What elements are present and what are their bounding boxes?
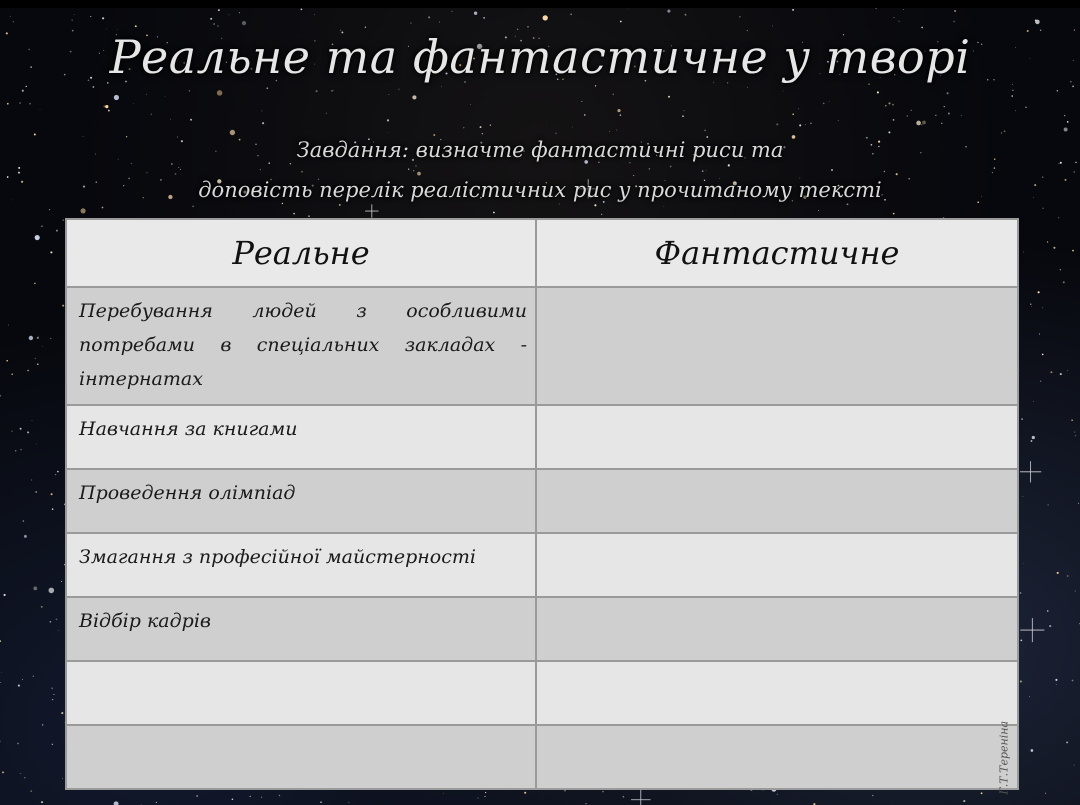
star: [1029, 696, 1030, 697]
star: [613, 94, 614, 95]
star: [151, 114, 152, 115]
star: [210, 18, 212, 20]
star: [189, 90, 191, 92]
star: [1060, 269, 1061, 270]
star: [893, 119, 895, 121]
star: [620, 114, 622, 116]
star: [293, 213, 295, 215]
star: [0, 395, 1, 397]
star: [22, 679, 23, 680]
star: [1060, 373, 1062, 375]
star: [29, 336, 33, 340]
star: [451, 11, 452, 12]
star: [90, 16, 91, 17]
task-instructions: [0, 130, 1080, 210]
star: [947, 92, 949, 94]
star: [62, 778, 63, 779]
cell-real[interactable]: [66, 287, 536, 405]
star: [1012, 90, 1013, 91]
table-row: [66, 597, 1018, 661]
star: [1033, 401, 1034, 402]
star: [1072, 250, 1074, 252]
star: [316, 90, 318, 92]
star: [792, 113, 794, 115]
star: [916, 121, 921, 126]
star: [190, 119, 192, 121]
cell-real[interactable]: [66, 661, 536, 725]
star: [239, 12, 240, 13]
star: [74, 14, 75, 15]
star: [439, 21, 440, 22]
star: [617, 109, 620, 112]
star: [72, 20, 73, 21]
star: [331, 90, 332, 91]
star: [1023, 563, 1024, 564]
cell-real[interactable]: [66, 405, 536, 469]
star: [50, 251, 52, 253]
cell-real[interactable]: [66, 597, 536, 661]
star: [58, 630, 59, 631]
star: [36, 444, 37, 445]
star: [35, 358, 36, 359]
star: [941, 123, 942, 124]
table-header-row: [66, 219, 1018, 287]
star: [62, 305, 64, 307]
star: [1025, 107, 1026, 108]
cell-fantastic[interactable]: [536, 533, 1018, 597]
star: [1057, 572, 1059, 574]
star: [10, 16, 11, 17]
star: [584, 114, 585, 115]
table-row: [66, 725, 1018, 789]
star: [772, 26, 773, 27]
star: [585, 803, 586, 804]
star: [102, 17, 104, 19]
star: [31, 480, 32, 481]
star: [1032, 436, 1035, 439]
star: [1012, 84, 1013, 85]
star: [2, 771, 4, 773]
star: [620, 21, 622, 23]
star: [899, 21, 900, 22]
star: [0, 741, 1, 742]
star: [428, 16, 430, 18]
star: [783, 91, 784, 92]
star: [570, 14, 571, 15]
star: [1, 672, 2, 673]
star: [320, 801, 322, 803]
star: [1071, 419, 1072, 420]
star: [308, 215, 310, 217]
star: [581, 101, 582, 102]
star: [892, 104, 894, 106]
cell-fantastic-text: [537, 534, 1017, 540]
star: [217, 25, 218, 26]
star: [213, 23, 215, 25]
star: [1067, 370, 1068, 371]
star: [32, 420, 33, 421]
star: [893, 213, 895, 215]
sparkle: [1020, 618, 1044, 642]
star: [1063, 281, 1065, 283]
star: [52, 744, 53, 745]
star: [1053, 247, 1055, 249]
star: [944, 106, 945, 107]
cell-fantastic-text: [537, 662, 1017, 668]
star: [165, 96, 166, 97]
star: [8, 325, 9, 326]
star: [50, 338, 51, 339]
cell-fantastic[interactable]: [536, 287, 1018, 405]
star: [365, 27, 366, 28]
star: [170, 119, 171, 120]
star: [6, 360, 8, 362]
star: [242, 21, 246, 25]
star: [818, 210, 819, 211]
star: [1047, 241, 1048, 242]
star: [474, 12, 477, 15]
star: [1035, 20, 1040, 25]
star: [1030, 304, 1031, 305]
star: [7, 103, 9, 105]
star: [40, 109, 41, 110]
star: [63, 219, 64, 220]
star: [35, 491, 37, 493]
star: [412, 95, 416, 99]
star: [114, 95, 119, 100]
star: [348, 802, 349, 803]
star: [52, 508, 54, 510]
cell-fantastic[interactable]: [536, 661, 1018, 725]
star: [37, 337, 39, 339]
star: [1031, 440, 1033, 442]
star: [1067, 121, 1069, 123]
star: [26, 86, 27, 87]
star: [105, 105, 108, 108]
star: [33, 676, 34, 677]
cell-fantastic-text: [537, 470, 1017, 476]
star: [11, 431, 12, 432]
star: [262, 122, 264, 124]
star: [1040, 380, 1041, 381]
star: [1045, 793, 1046, 794]
star: [1078, 503, 1079, 504]
cell-fantastic-text: [537, 598, 1017, 604]
star: [1039, 333, 1040, 334]
star: [50, 621, 52, 623]
star: [1064, 115, 1065, 116]
star: [963, 800, 965, 802]
star: [41, 801, 43, 803]
star: [1023, 496, 1024, 497]
table-row: [66, 287, 1018, 405]
star: [20, 428, 22, 430]
star: [1038, 291, 1040, 293]
cell-real-text: Відбір кадрів: [79, 610, 211, 632]
star: [19, 102, 21, 104]
star: [20, 773, 21, 774]
star: [1042, 307, 1043, 308]
cell-real-text: Перебування людей з особливими потребами в спеціальних закладах - інтернатах: [79, 300, 527, 390]
star: [35, 235, 40, 240]
table-row: [66, 661, 1018, 725]
star: [1056, 684, 1057, 685]
star: [57, 471, 59, 473]
cell-fantastic[interactable]: [536, 597, 1018, 661]
star: [480, 126, 482, 128]
top-band: [0, 0, 1080, 8]
star: [52, 699, 53, 700]
header-real: Реальне: [66, 219, 536, 287]
author-signature: [990, 700, 1016, 800]
star: [42, 346, 43, 347]
star: [470, 104, 471, 105]
cell-real-text: Навчання за книгами: [79, 418, 298, 440]
star: [33, 587, 37, 591]
star: [1023, 252, 1024, 253]
cell-real[interactable]: [66, 725, 536, 789]
star: [810, 122, 812, 124]
star: [739, 16, 740, 17]
star: [22, 90, 24, 92]
star: [829, 101, 830, 102]
star: [13, 21, 14, 22]
star: [747, 87, 748, 88]
star: [41, 606, 43, 608]
star: [326, 113, 327, 114]
star: [906, 115, 908, 117]
star: [1020, 680, 1022, 682]
cell-real-text: Змагання з професійної майстерності: [79, 546, 476, 568]
star: [685, 14, 687, 16]
star: [218, 9, 220, 11]
star: [133, 103, 134, 104]
star: [543, 15, 548, 20]
star: [37, 363, 39, 365]
star: [23, 520, 25, 522]
star: [314, 14, 315, 15]
star: [572, 127, 573, 128]
star: [1049, 625, 1051, 627]
star: [1055, 679, 1057, 681]
star: [30, 790, 32, 792]
cell-real-text: [67, 662, 535, 668]
star: [921, 124, 922, 125]
cell-fantastic-text: [537, 288, 1017, 294]
star: [776, 123, 778, 125]
star: [877, 91, 879, 93]
star: [146, 94, 147, 95]
star: [410, 23, 411, 24]
star: [1075, 435, 1076, 436]
star: [1047, 610, 1048, 611]
star: [55, 474, 56, 475]
star: [38, 336, 39, 337]
star: [527, 26, 529, 28]
star: [683, 110, 684, 111]
star: [948, 113, 950, 115]
star: [56, 619, 58, 621]
star: [53, 694, 54, 695]
cell-real-text: [67, 726, 535, 732]
star: [34, 283, 36, 285]
cell-fantastic[interactable]: [536, 405, 1018, 469]
star: [823, 103, 825, 105]
star: [601, 214, 602, 215]
star: [24, 535, 27, 538]
star: [24, 777, 25, 778]
cell-fantastic[interactable]: [536, 469, 1018, 533]
star: [894, 17, 895, 18]
star: [103, 105, 105, 107]
star: [1072, 680, 1074, 682]
star: [1020, 640, 1022, 642]
star: [667, 10, 670, 13]
star: [0, 640, 1, 642]
star: [1015, 110, 1016, 111]
star: [156, 802, 157, 803]
star: [682, 115, 684, 117]
star: [398, 89, 399, 90]
star: [1020, 592, 1022, 594]
star: [389, 94, 390, 95]
star: [61, 712, 63, 714]
star: [954, 10, 956, 12]
star: [1011, 95, 1013, 97]
star: [4, 594, 6, 596]
star: [61, 581, 62, 582]
star: [911, 110, 912, 111]
star: [17, 743, 19, 745]
star: [1031, 306, 1032, 307]
star: [441, 86, 442, 87]
star: [798, 109, 799, 110]
star: [49, 588, 55, 594]
star: [51, 493, 53, 495]
star: [334, 90, 335, 91]
cell-real[interactable]: [66, 533, 536, 597]
star: [805, 124, 806, 125]
star: [27, 370, 29, 372]
star: [1057, 90, 1059, 92]
star: [1074, 765, 1075, 766]
author-signature-text: Г.Т.Тереніна: [997, 720, 1011, 795]
star: [483, 17, 485, 19]
star: [493, 212, 495, 214]
star: [1067, 575, 1068, 576]
star: [41, 226, 42, 227]
star: [463, 127, 464, 128]
star: [1074, 432, 1075, 433]
comparison-table: [65, 218, 1017, 800]
star: [799, 124, 801, 126]
table-row: [66, 533, 1018, 597]
star: [1072, 86, 1074, 88]
star: [885, 105, 887, 107]
star: [921, 27, 922, 28]
task-line-1: Завдання: визначте фантастичні риси та: [296, 138, 784, 162]
star: [792, 9, 794, 11]
star: [15, 450, 16, 451]
cell-real[interactable]: [66, 469, 536, 533]
star: [935, 115, 936, 116]
task-line-2: доповість перелік реалістичних рис у прочитаному тексті: [198, 178, 882, 202]
star: [1048, 504, 1049, 505]
star: [108, 110, 110, 112]
star: [217, 90, 223, 96]
star: [668, 96, 670, 98]
sparkle: [1020, 461, 1041, 482]
star: [229, 15, 230, 16]
star: [1058, 217, 1059, 218]
header-fantastic: Фантастичне: [536, 219, 1018, 287]
star: [922, 121, 926, 125]
star: [51, 687, 53, 689]
star: [42, 724, 43, 725]
star: [20, 449, 21, 450]
cell-fantastic-text: [537, 726, 1017, 732]
star: [93, 86, 95, 88]
star: [11, 373, 13, 375]
star: [18, 685, 20, 687]
slide-title: Реальне та фантастичне у творі: [109, 30, 971, 84]
star: [301, 9, 303, 11]
star: [135, 25, 137, 27]
star: [266, 87, 268, 89]
star: [56, 230, 58, 232]
star: [1066, 741, 1068, 743]
star: [27, 431, 29, 433]
cell-fantastic-text: [537, 406, 1017, 412]
star: [1050, 371, 1052, 373]
table-row: [66, 469, 1018, 533]
star: [29, 103, 31, 105]
star: [838, 120, 839, 121]
star: [1021, 418, 1023, 420]
cell-fantastic[interactable]: [536, 725, 1018, 789]
star: [961, 115, 962, 116]
star: [595, 85, 596, 86]
star: [261, 110, 262, 111]
table-row: [66, 405, 1018, 469]
cell-real-text: Проведення олімпіад: [79, 482, 296, 504]
star: [0, 682, 1, 683]
star: [903, 9, 904, 10]
star: [1075, 591, 1076, 592]
star: [490, 125, 491, 126]
star: [888, 102, 890, 104]
star: [387, 119, 389, 121]
star: [114, 801, 119, 805]
star: [953, 21, 955, 23]
star: [1031, 749, 1034, 752]
star: [1042, 354, 1044, 356]
